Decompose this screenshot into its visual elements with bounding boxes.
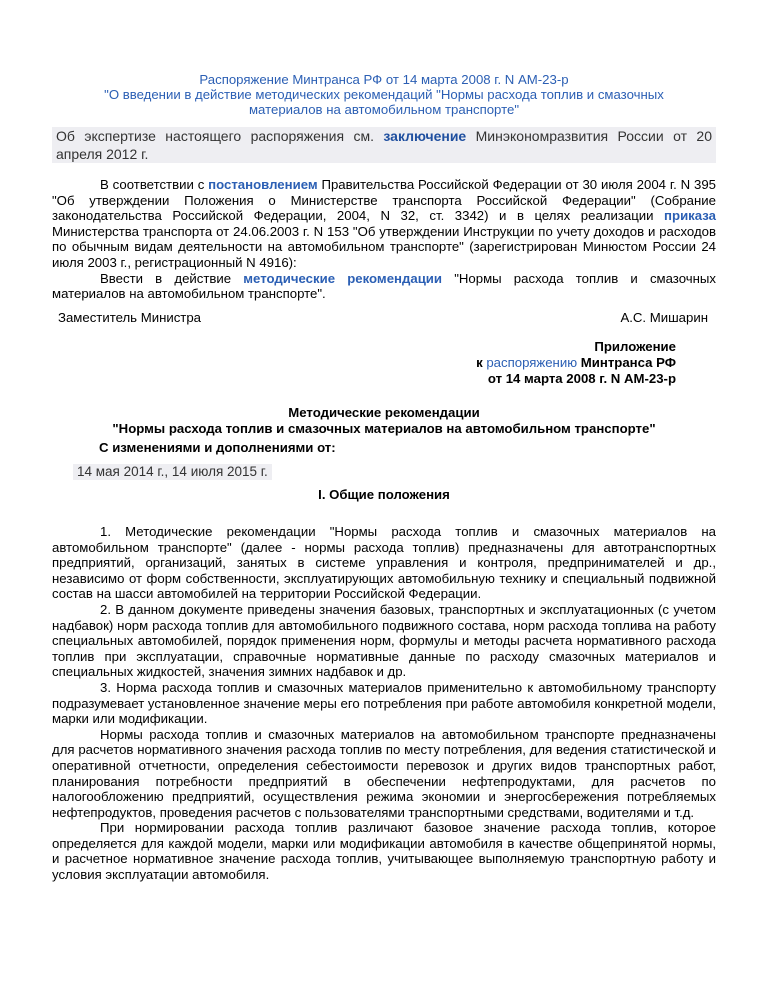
changes-label: С изменениями и дополнениями от: [99,440,336,455]
resolution-link[interactable]: постановлением [208,177,318,192]
signer-name: А.С. Мишарин [620,310,708,325]
preamble-text: Правительства Российской Федерации от 30 июля 2004 г. N 395 "Об утверждении Положения о Министерстве транспорта Российской Федерации" (Собрание законодательства Российской Федерации, 2004, N 32, ст. 3342) и в целях реализации [52,177,716,224]
preamble-paragraph-1 [52,177,716,271]
preamble-text: Министерства транспорта от 24.06.2003 г. N 153 "Об утверждении Инструкции по учету доходов и расходов по обычным видам деятельности на автомобильном транспорте" (зарегистрирован Минюстом России 24 июля 2003 г., регистрационный N 4916): [52,223,716,270]
appendix-header [276,339,676,387]
signature-block [58,310,708,325]
order-link[interactable]: приказа [664,208,716,224]
changes-dates[interactable]: 14 мая 2014 г., 14 июля 2015 г. [73,464,272,480]
body-paragraph-3: 3. Норма расхода топлив и смазочных материалов применительно к автомобильному транспорту подразумевает установленное значение меры его потребления при работе автомобиля конкретной модели, марки или модификации. [52,679,716,727]
body-paragraph-1: 1. Методические рекомендации "Нормы расхода топлив и смазочных материалов на автомобильном транспорте" (далее - нормы расхода топлив) предназначены для автотранспортных предприятий, организаций, занятых в системе управления и контроля, предпринимателей и др., независимо от форм собственности, эксплуатирующих автомобильную технику и специальный подвижной состав на шасси автомобилей на территории Российской Федерации. [52,524,716,602]
order-reference-link[interactable]: распоряжению [486,355,578,370]
document-title [52,72,716,117]
preamble-paragraph-2 [52,271,716,302]
conclusion-link[interactable]: заключение [383,128,467,144]
guidelines-title-line-2: "Нормы расхода топлив и смазочных материалов на автомобильном транспорте" [112,420,656,436]
guidelines-link[interactable]: методические рекомендации [243,270,443,286]
preamble-text: Ввести в действие [100,270,244,286]
preamble-text: "Нормы расхода топлив и смазочных материалов на автомобильном транспорте". [52,270,716,302]
expertise-note [52,127,716,163]
appendix-prefix: к [476,355,487,370]
body-paragraph-2: 2. В данном документе приведены значения базовых, транспортных и эксплуатационных (с учетом надбавок) норм расхода топлив для автомобильного подвижного состава, норм расхода топлива на работу специальных автомобилей, порядок применения норм, формулы и методы расчета нормативного расхода топлив при эксплуатации, справочные нормативные данные по расходу смазочных материалов и специальных жидкостей, значения зимних надбавок и др. [52,601,716,680]
section-body [52,524,716,883]
title-line-2: "О введении в действие методических рекомендаций "Нормы расхода топлив и смазочных [104,87,664,102]
guidelines-title [52,405,716,436]
appendix-suffix: Минтранса РФ [577,355,676,370]
note-text-before: Об экспертизе настоящего распоряжения см. [56,128,384,144]
note-text-after: Минэкономразвития России от 20 апреля 2012 г. [56,128,712,162]
appendix-label: Приложение [594,339,676,354]
preamble [52,177,716,302]
body-paragraph-5: При нормировании расхода топлив различают базовое значение расхода топлив, которое определяется для каждой модели, марки или модификации автомобиля в качестве общепринятой нормы, и расчетное нормативное значение расхода топлив, учитывающее выполняемую транспортную работу и условия эксплуатации автомобиля. [52,820,716,883]
appendix-date: от 14 марта 2008 г. N АМ-23-р [487,371,676,386]
body-paragraph-4: Нормы расхода топлив и смазочных материалов на автомобильном транспорте предназначены для расчетов нормативного значения расхода топлив по месту потребления, для ведения статистической и оперативной отчетности, определения себестоимости перевозок и других видов транспортных работ, планирования потребности предприятий в обеспечении нефтепродуктами, для расчетов по налогообложению предприятий, осуществления режима экономии и энергосбережения потребляемых нефтепродуктов, проведения расчетов с пользователями транспортными средствами, водителями и т.д. [52,726,716,820]
title-line-3: материалов на автомобильном транспорте" [248,102,520,117]
guidelines-title-line-1: Методические рекомендации [288,405,480,420]
section-heading: I. Общие положения [318,487,450,502]
preamble-text: В соответствии с [100,177,209,192]
signer-position: Заместитель Министра [58,310,202,325]
appendix-reference [276,355,676,371]
title-line-1: Распоряжение Минтранса РФ от 14 марта 2008 г. N АМ-23-р [199,72,569,87]
